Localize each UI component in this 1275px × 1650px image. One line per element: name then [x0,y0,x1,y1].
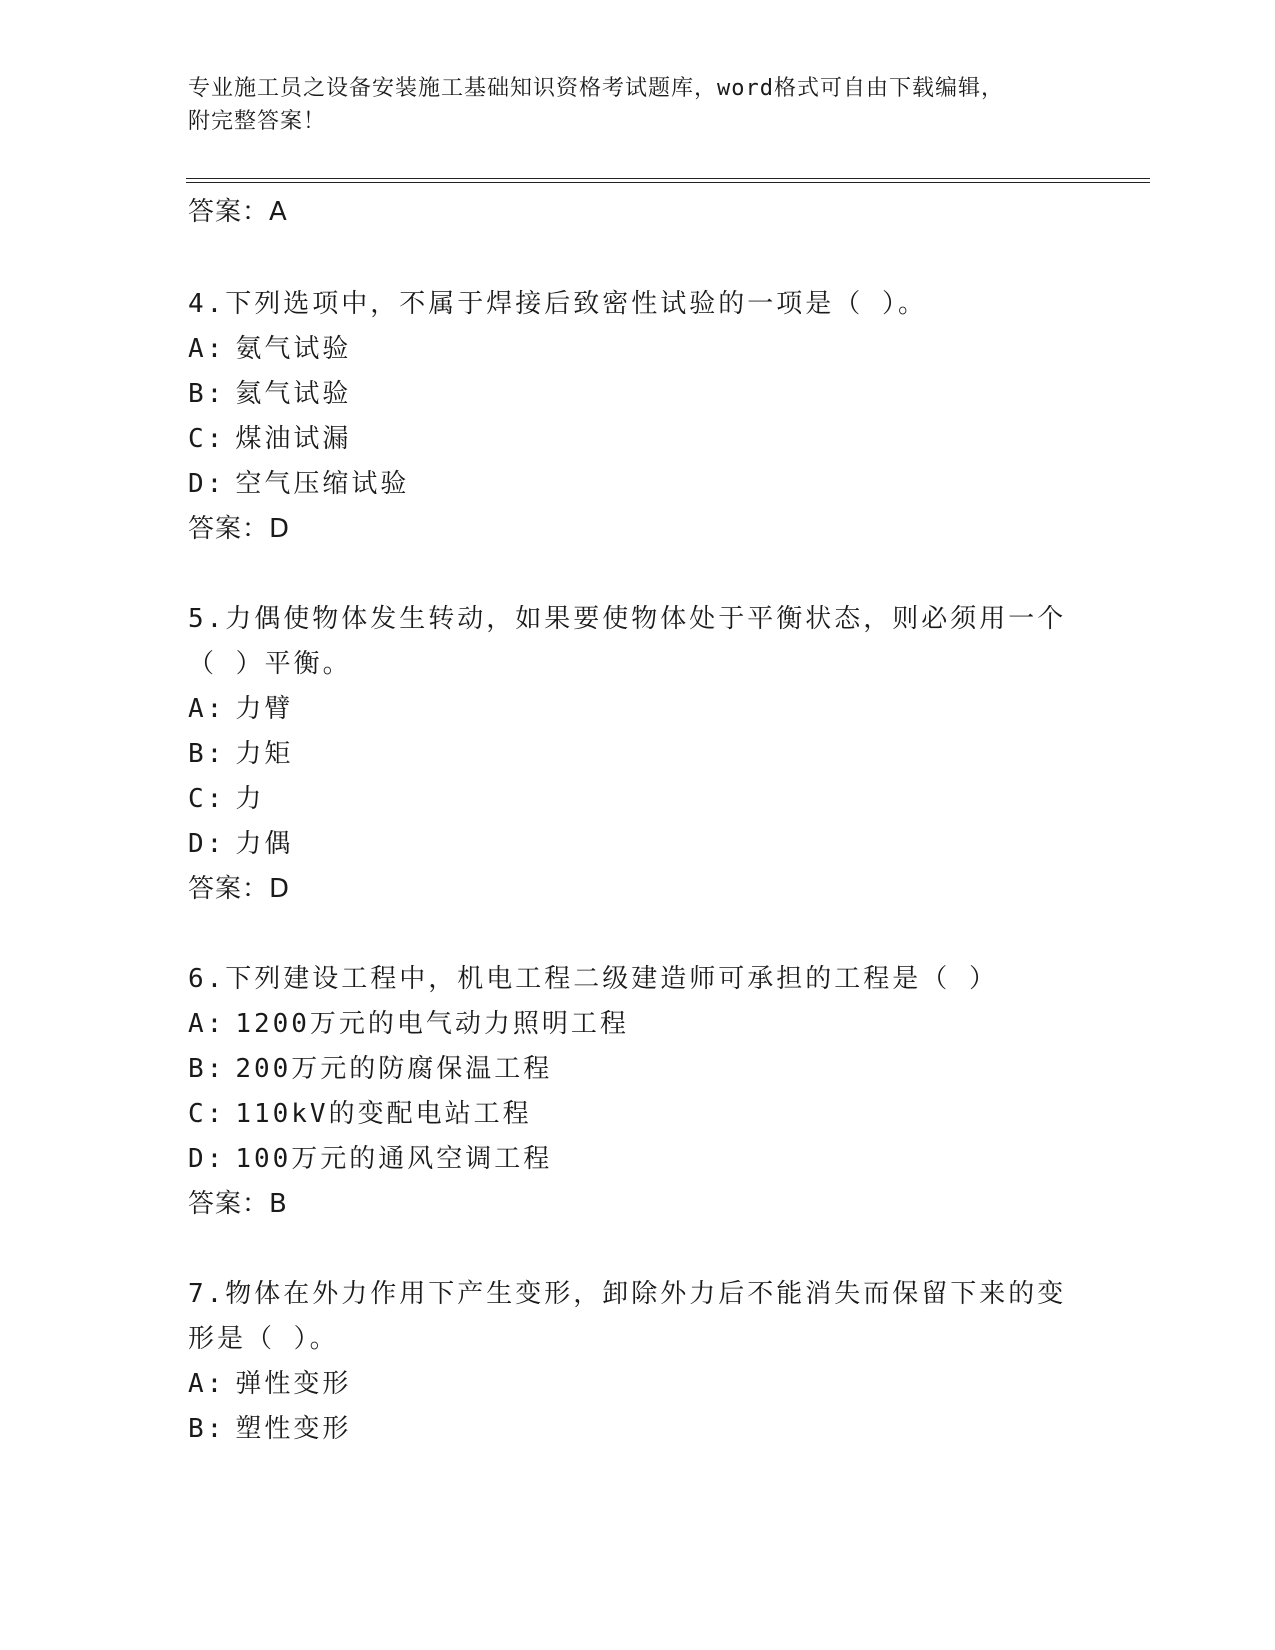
option-text: 110kV的变配电站工程 [235,1099,532,1129]
option-key: D: [188,1144,226,1174]
option-a [188,1002,1088,1047]
option-text: 塑性变形 [235,1414,352,1444]
option-text: 力矩 [235,739,294,769]
question-block-6 [188,957,1088,1226]
option-b [188,732,1088,777]
option-c [188,777,1088,822]
option-d [188,1137,1088,1182]
option-key: D: [188,829,226,859]
option-text: 空气压缩试验 [235,469,410,499]
header-divider-top [186,178,1150,179]
answer-line: 答案：B [188,1189,288,1219]
question-block-7 [188,1272,1088,1452]
option-key: B: [188,739,226,769]
header-line-1: 专业施工员之设备安装施工基础知识资格考试题库，word格式可自由下载编辑， [188,76,1004,101]
option-text: 力臂 [235,694,294,724]
answer-line: 答案：A [188,197,288,227]
option-key: B: [188,1054,226,1084]
option-b [188,1047,1088,1092]
option-key: D: [188,469,226,499]
option-key: C: [188,424,226,454]
answer-line: 答案：D [188,514,291,544]
option-key: C: [188,1099,226,1129]
option-text: 煤油试漏 [235,424,352,454]
option-key: A: [188,694,226,724]
option-text: 200万元的防腐保温工程 [235,1054,553,1084]
answer-line: 答案：D [188,874,291,904]
option-b [188,1407,1088,1452]
option-a [188,1362,1088,1407]
option-text: 氨气试验 [235,334,352,364]
header-line-2: 附完整答案！ [188,109,327,134]
option-key: B: [188,1414,226,1444]
document-header [188,72,1068,138]
question-block-4 [188,282,1088,551]
option-a [188,687,1088,732]
option-text: 1200万元的电气动力照明工程 [235,1009,629,1039]
question-text: 6.下列建设工程中，机电工程二级建造师可承担的工程是（ ） [188,964,998,994]
question-text: 7.物体在外力作用下产生变形，卸除外力后不能消失而保留下来的变形是（ ）。 [188,1279,1067,1354]
option-text: 力 [235,784,265,814]
option-c [188,417,1088,462]
option-key: A: [188,334,226,364]
option-d [188,822,1088,867]
question-block-5 [188,597,1088,911]
option-d [188,462,1088,507]
question-list [188,190,1088,1452]
option-text: 弹性变形 [235,1369,352,1399]
option-key: A: [188,1009,226,1039]
header-divider-bottom [186,182,1150,183]
option-key: C: [188,784,226,814]
option-b [188,372,1088,417]
option-c [188,1092,1088,1137]
option-text: 氦气试验 [235,379,352,409]
option-text: 100万元的通风空调工程 [235,1144,553,1174]
option-key: A: [188,1369,226,1399]
question-text: 5.力偶使物体发生转动，如果要使物体处于平衡状态，则必须用一个（ ）平衡。 [188,604,1067,679]
option-key: B: [188,379,226,409]
option-text: 力偶 [235,829,294,859]
option-a [188,327,1088,372]
question-text: 4.下列选项中，不属于焊接后致密性试验的一项是（ ）。 [188,289,927,319]
